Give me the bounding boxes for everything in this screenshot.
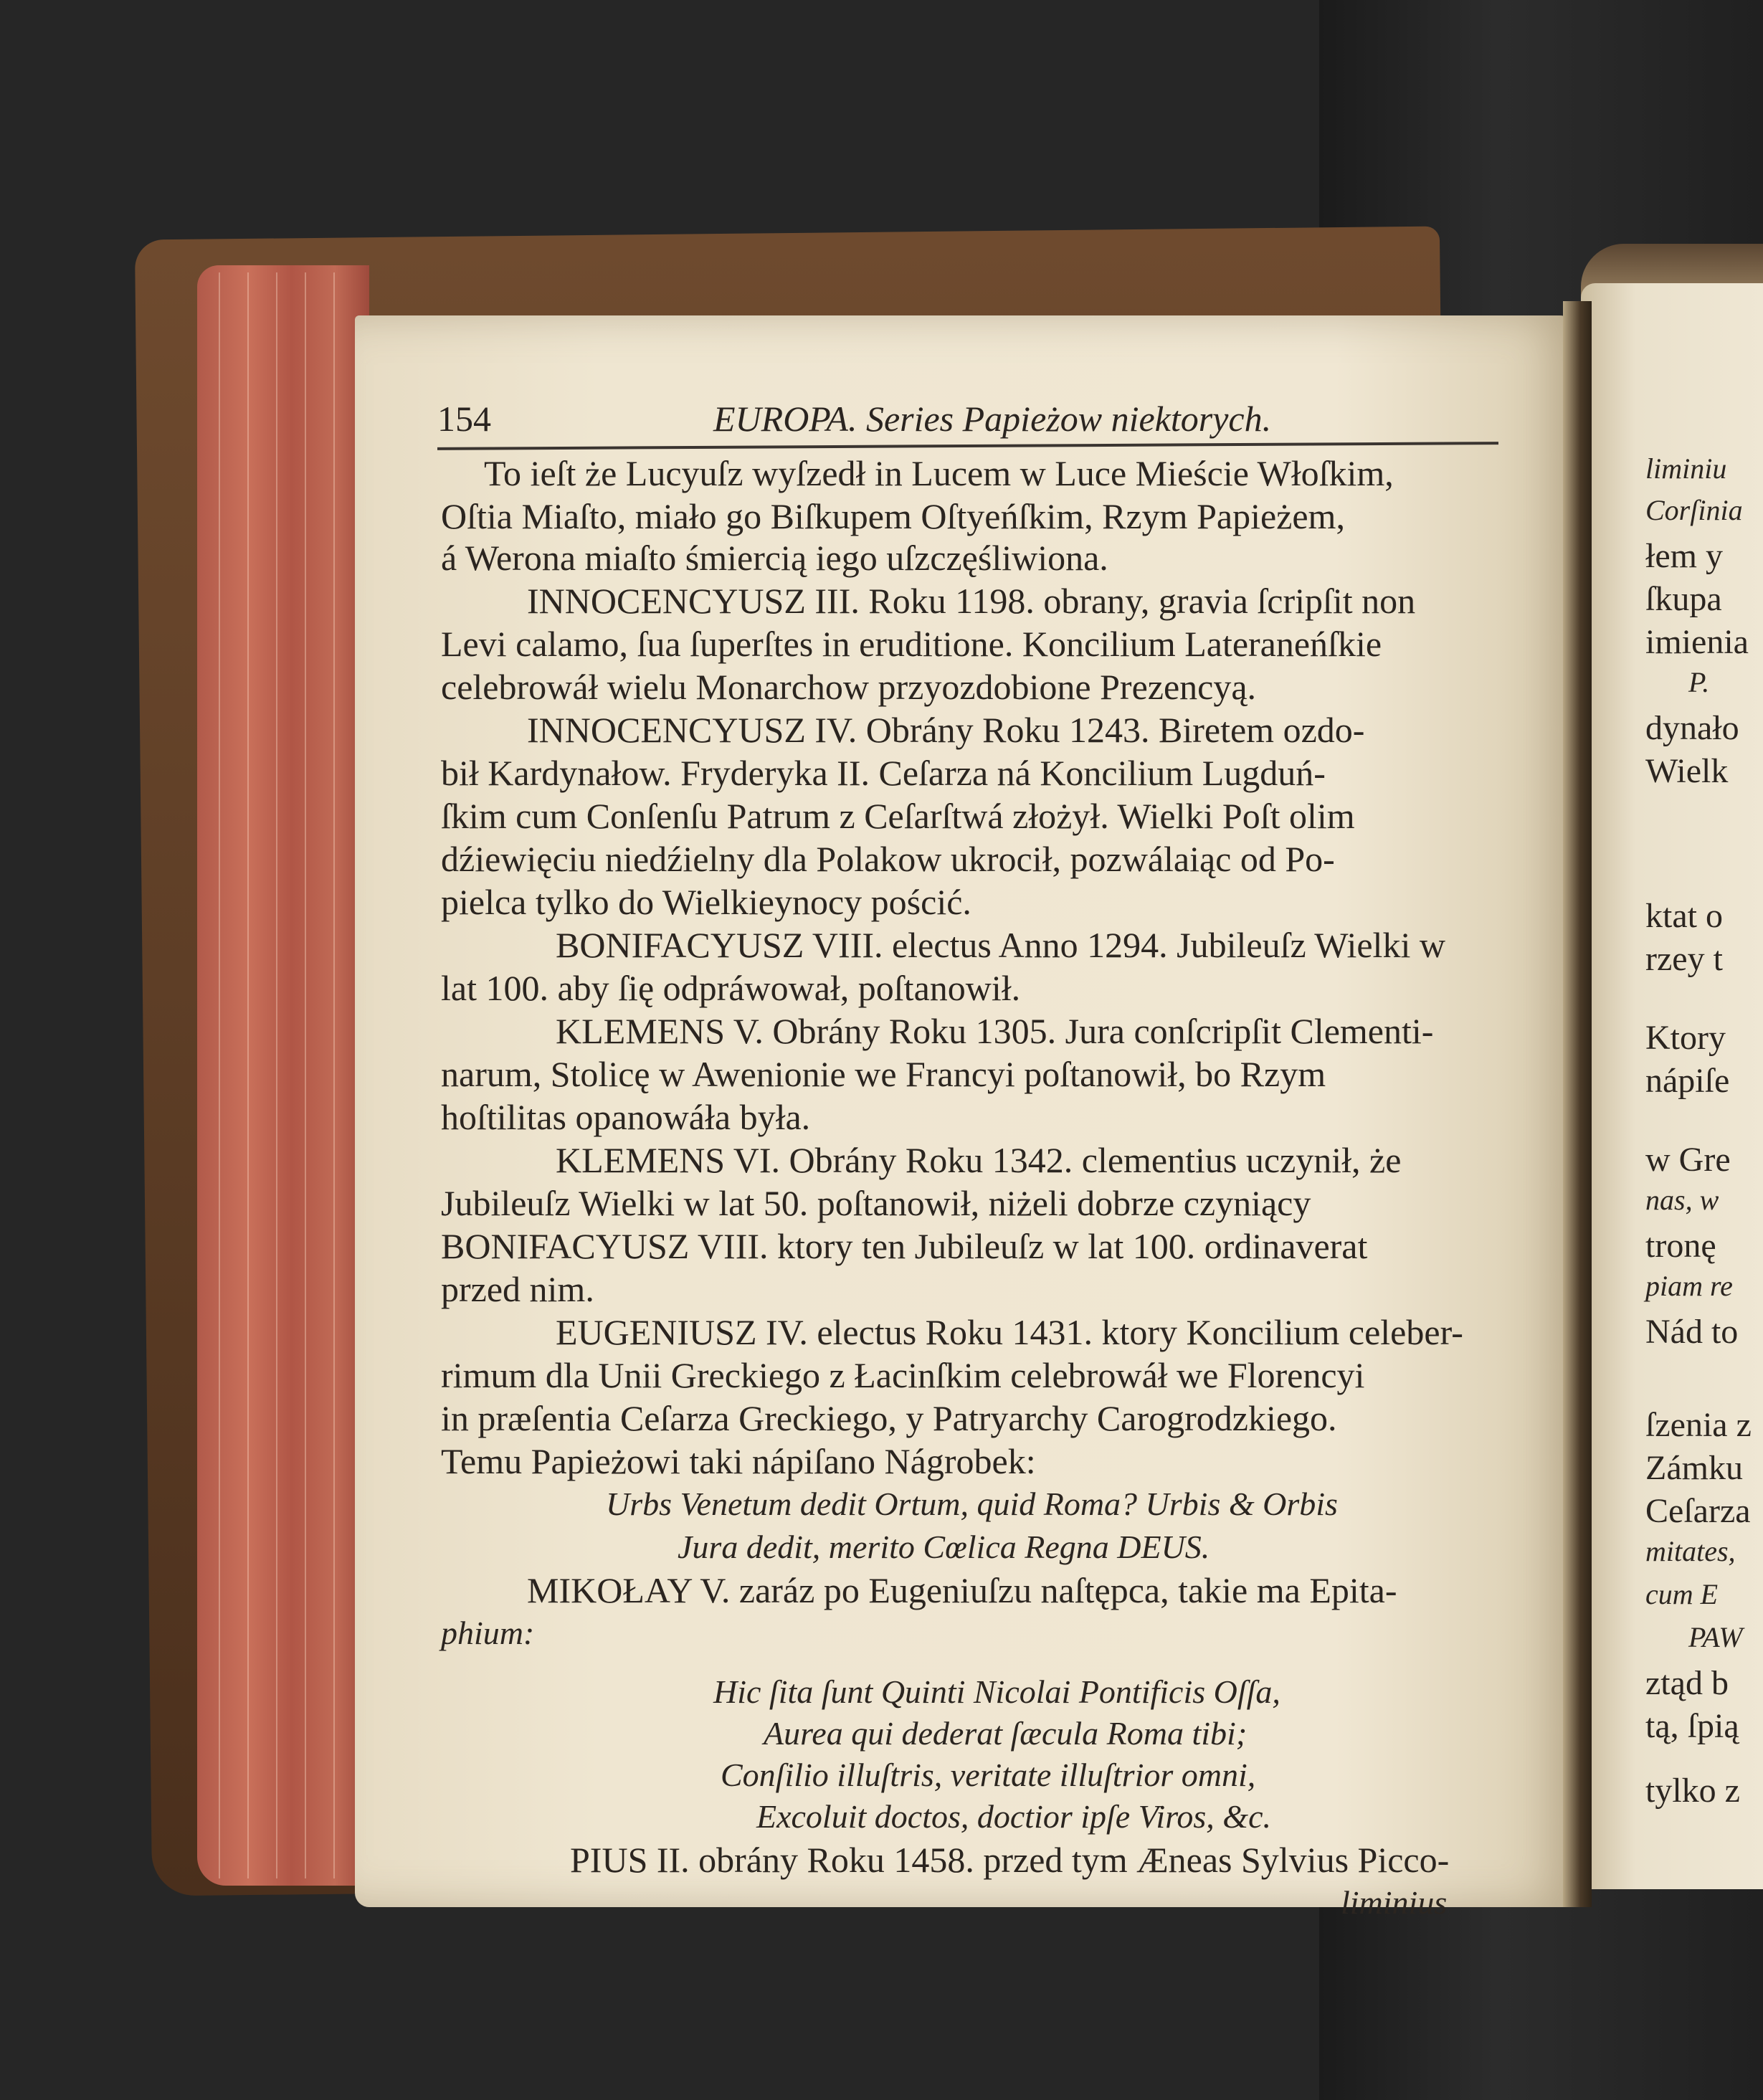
epitaph-line: Conſilio illuſtris, veritate illuſtrior omni, (721, 1757, 1256, 1793)
right-fragment: P. (1688, 666, 1710, 698)
text-line: BONIFACYUSZ VIII. ktory ten Jubileuſz w lat 100. ordinaverat (441, 1226, 1368, 1266)
text-line: Temu Papieżowi taki nápiſano Nágrobek: (441, 1441, 1036, 1481)
right-fragment: Zámku (1645, 1449, 1743, 1487)
right-fragment: w Gre (1645, 1141, 1731, 1179)
text-line: przed nim. (441, 1269, 594, 1309)
catchword: liminius (1341, 1884, 1448, 1921)
right-fragment: dynało (1645, 709, 1739, 747)
text-line: ſkim cum Conſenſu Patrum z Ceſarſtwá złożył. Wielki Poſt olim (441, 796, 1355, 836)
epitaph-line: Hic ſita ſunt Quinti Nicolai Pontificis Oſſa, (713, 1673, 1280, 1710)
running-title: EUROPA. Series Papieżow niektorych. (713, 399, 1272, 439)
text-line: INNOCENCYUSZ III. Roku 1198. obrany, gravia ſcripſit non (527, 581, 1416, 621)
right-fragment: Nád to (1645, 1313, 1739, 1351)
text-line: Jubileuſz Wielki w lat 50. poſtanowił, niżeli dobrze czyniący (441, 1183, 1311, 1223)
text-line: rimum dla Unii Greckiego z Łacinſkim celebrowáł we Florencyi (441, 1355, 1365, 1395)
right-fragment: nápiſe (1645, 1062, 1730, 1100)
right-fragment: PAW (1688, 1621, 1743, 1653)
right-fragment: Wielk (1645, 752, 1729, 790)
text-line: KLEMENS VI. Obrány Roku 1342. clementius uczynił, że (556, 1140, 1402, 1180)
right-fragment: ſkupa (1645, 580, 1722, 618)
right-fragment: Ceſarza (1645, 1492, 1751, 1530)
text-line: Levi calamo, ſua ſuperſtes in eruditione. Koncilium Lateraneńſkie (441, 624, 1382, 664)
right-fragment: łem y (1645, 537, 1723, 575)
right-fragment: liminiu (1645, 452, 1727, 485)
text-line: hoſtilitas opanowáła była. (441, 1097, 811, 1137)
text-line: bił Kardynałow. Fryderyka II. Ceſarza ná Koncilium Lugduń- (441, 753, 1326, 793)
page-header (430, 398, 1506, 448)
text-line: PIUS II. obrány Roku 1458. przed tym Æneas Sylvius Picco- (570, 1840, 1450, 1880)
right-fragment: mitates, (1645, 1535, 1736, 1567)
text-line: MIKOŁAY V. zaráz po Eugeniuſzu naſtępca, takie ma Epita- (527, 1570, 1397, 1610)
text-line: INNOCENCYUSZ IV. Obrány Roku 1243. Biretem ozdo- (527, 710, 1365, 750)
page-edges (197, 265, 369, 1886)
text-line: in præſentia Ceſarza Greckiego, y Patryarchy Carogrodzkiego. (441, 1398, 1337, 1438)
text-line: Oſtia Miaſto, miało go Biſkupem Oſtyeńſkim, Rzym Papieżem, (441, 496, 1345, 536)
text-line: phium: (441, 1615, 535, 1651)
text-line: KLEMENS V. Obrány Roku 1305. Jura conſcripſit Clementi- (556, 1011, 1434, 1051)
right-fragment: imienia (1645, 623, 1749, 661)
page-number: 154 (437, 399, 491, 439)
right-fragment: ſzenia z (1645, 1406, 1752, 1444)
text-line: To ieſt że Lucyuſz wyſzedł in Lucem w Luce Mieście Włoſkim, (484, 453, 1394, 493)
text-line: celebrowáł wielu Monarchow przyozdobione Prezencyą. (441, 667, 1257, 707)
right-fragment: piam re (1645, 1270, 1733, 1302)
text-line: narum, Stolicę w Awenionie we Francyi poſtanowił, bo Rzym (441, 1054, 1326, 1094)
right-fragment: tronę (1645, 1227, 1716, 1265)
right-fragment: tą, ſpią (1645, 1707, 1739, 1745)
right-fragment: Ktory (1645, 1019, 1726, 1057)
text-line: pielca tylko do Wielkieynocy pościć. (441, 882, 971, 922)
right-fragment: Corſinia (1645, 494, 1743, 526)
right-fragment: tylko z (1645, 1772, 1740, 1810)
right-fragment: rzey t (1645, 940, 1723, 978)
book-gutter (1563, 301, 1592, 1907)
epitaph-line: Aurea qui dederat ſæcula Roma tibi; (764, 1715, 1248, 1752)
text-line: dźiewięciu niedźielny dla Polakow ukrocił, pozwálaiąc od Po- (441, 839, 1335, 879)
right-fragment: ktat o (1645, 897, 1723, 935)
right-fragment: cum E (1645, 1578, 1719, 1610)
text-line: EUGENIUSZ IV. electus Roku 1431. ktory Koncilium celeber- (556, 1312, 1463, 1352)
epitaph-line: Jura dedit, merito Cœlica Regna DEUS. (678, 1529, 1210, 1565)
right-fragment: nas, w (1645, 1184, 1719, 1216)
text-line: á Werona miaſto śmiercią iego uſzczęśliwiona. (441, 538, 1108, 578)
epitaph-line: Urbs Venetum dedit Ortum, quid Roma? Urbis & Orbis (606, 1486, 1338, 1522)
epitaph-line: Excoluit doctos, doctior ipſe Viros, &c. (756, 1798, 1271, 1835)
right-fragment: ztąd b (1645, 1664, 1729, 1702)
text-line: BONIFACYUSZ VIII. electus Anno 1294. Jubileuſz Wielki w (556, 925, 1445, 965)
text-line: lat 100. aby ſię odpráwował, poſtanowił. (441, 968, 1021, 1008)
